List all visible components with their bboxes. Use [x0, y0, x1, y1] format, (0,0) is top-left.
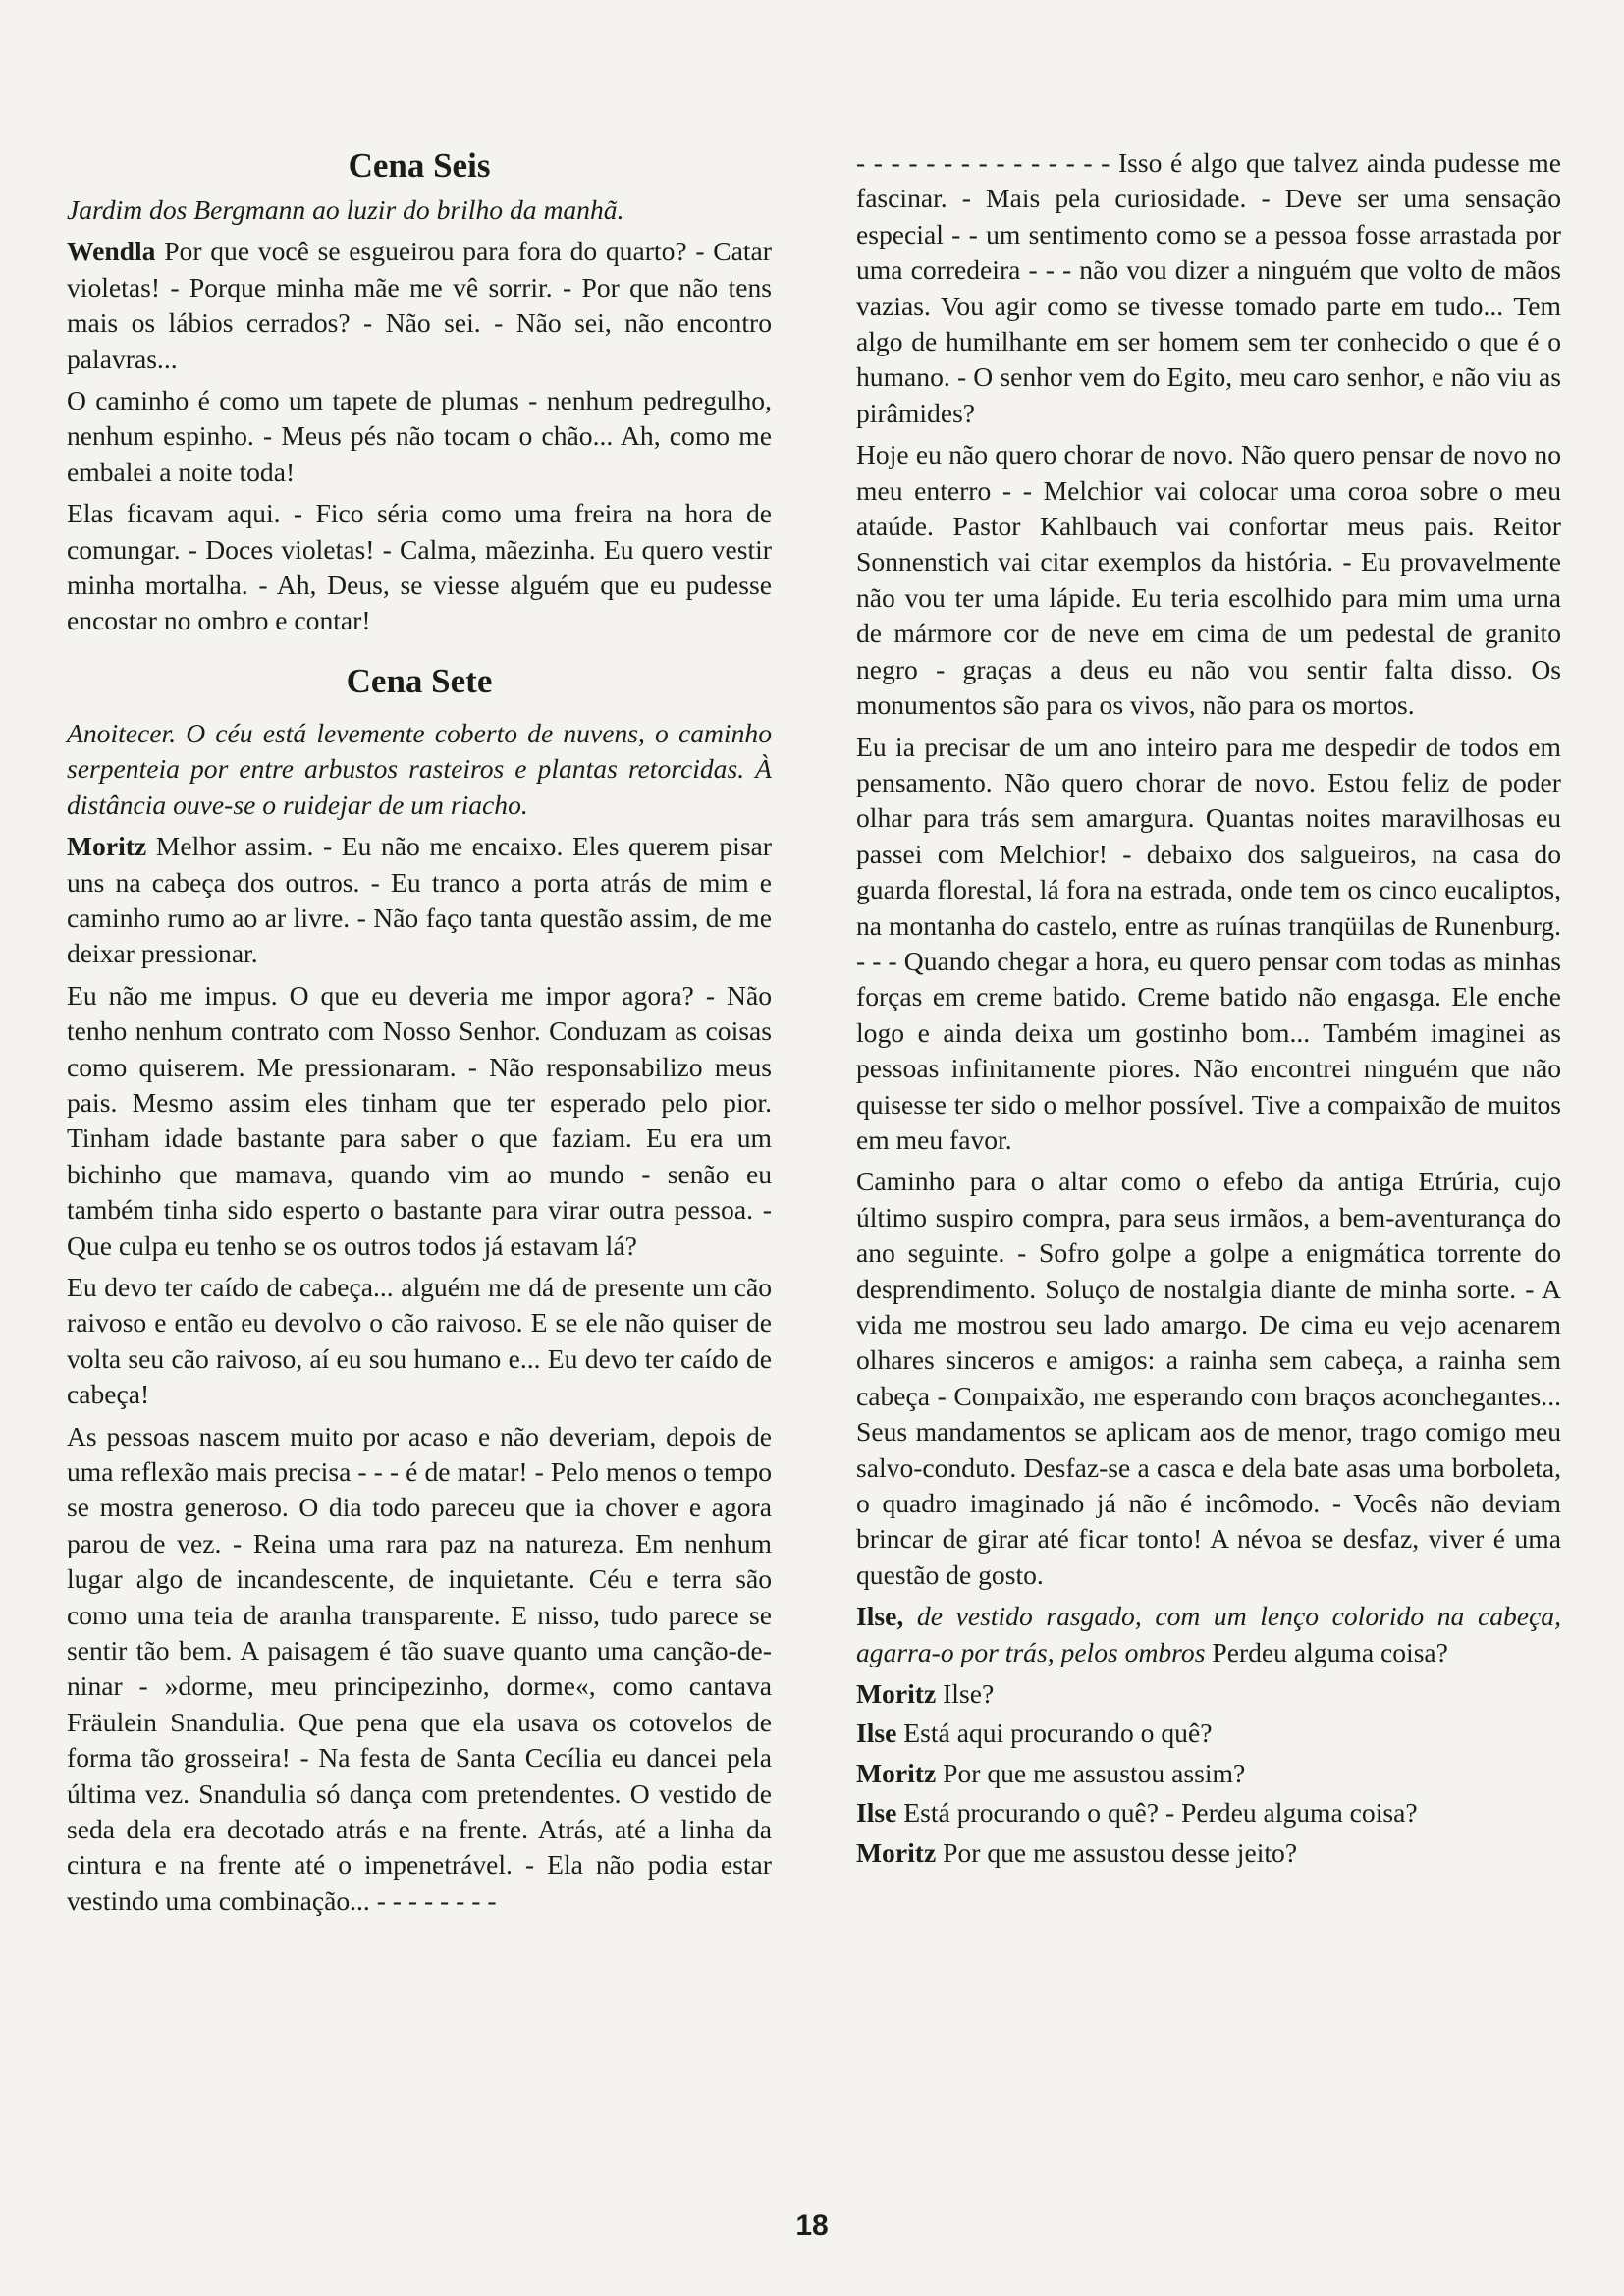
moritz-speech [67, 829, 772, 972]
speech-text: Por que você se esgueirou para fora do quarto? - Catar violetas! - Porque minha mãe me vê sorrir. - Por que não tens mais os lábios cerrados? - Não sei. - Não sei, não encontro palavras... [67, 236, 772, 374]
dialogue-line [856, 1795, 1561, 1831]
speaker-name: Moritz [856, 1678, 937, 1710]
speaker-name: Wendla [67, 236, 156, 267]
dialogue-line [856, 1676, 1561, 1712]
paragraph: Eu ia precisar de um ano inteiro para me despedir de todos em pensamento. Não quero chorar de novo. Estou feliz de poder olhar para trás sem amargura. Quantas noites maravilhosas eu passei com Melchior! - debaixo dos salgueiros, na casa do guarda florestal, lá fora na estrada, onde tem os cinco eucaliptos, na montanha do castelo, entre as ruínas tranqüilas de Runenburg. - - - Quando chegar a hora, eu quero pensar com todas as minhas forças em creme batido. Creme batido não engasga. Ele enche logo e ainda deixa um gostinho bom... Também imaginei as pessoas infinitamente piores. Não encontrei ninguém que não quisesse ter sido o melhor possível. Tive a compaixão de muitos em meu favor. [856, 731, 1561, 1155]
paragraph: Caminho para o altar como o efebo da antiga Etrúria, cujo último suspiro compra, para seus irmãos, a bem-aventurança do ano seguinte. - Sofro golpe a golpe a enigmática torrente do desprendimento. Soluço de nostalgia diante de minha sorte. - A vida me mostrou seu lado amargo. De cima eu vejo acenarem olhares sinceros e amigos: a rainha sem cabeça, a rainha sem cabeça - Compaixão, me esperando com braços aconchegantes... Seus mandamentos se aplicam aos de menor, trago comigo meu salvo-conduto. Desfaz-se a casca e dela bate asas uma borboleta, o quadro imaginado já não é incômodo. - Vocês não deviam brincar de girar até ficar tonto! A névoa se desfaz, viver é uma questão de gosto. [856, 1166, 1561, 1590]
right-column [856, 145, 1561, 1875]
dialogue-line [856, 1716, 1561, 1751]
paragraph: - - - - - - - - - - - - - - - Isso é algo que talvez ainda pudesse me fascinar. - Mais pela curiosidade. - Deve ser uma sensação especial - - um sentimento como se a pessoa fosse arrastada por uma corredeira - - - não vou dizer a ninguém que volto de mãos vazias. Vou agir como se tivesse tomado parte em tudo... Tem algo de humilhante em ser homem sem ter conhecido o que é o humano. - O senhor vem do Egito, meu caro senhor, e não viu as pirâmides? [856, 147, 1561, 428]
scene-six-heading: Cena Seis [348, 146, 491, 185]
paragraph: Hoje eu não quero chorar de novo. Não quero pensar de novo no meu enterro - - Melchior vai colocar uma coroa sobre o meu ataúde. Pastor Kahlbauch vai confortar meus pais. Reitor Sonnenstich vai citar exemplos da história. - Eu provavelmente não vou ter uma lápide. Eu teria escolhido para mim uma urna de mármore cor de neve em cima de um pedestal de granito negro - graças a deus eu não vou sentir falta disso. Os monumentos são para os vivos, não para os mortos. [856, 439, 1561, 721]
stage-direction: de vestido rasgado, com um lenço colorido na cabeça, agarra-o por trás, pelos ombros [856, 1601, 1561, 1667]
speaker-name: Ilse [856, 1797, 897, 1829]
paragraph: Elas ficavam aqui. - Fico séria como uma freira na hora de comungar. - Doces violetas! - Calma, mãezinha. Eu quero vestir minha mortalha. - Ah, Deus, se viesse alguém que eu pudesse encostar no ombro e contar! [67, 498, 772, 636]
paragraph: Eu não me impus. O que eu deveria me impor agora? - Não tenho nenhum contrato com Nosso Senhor. Conduzam as coisas como quiserem. Me pressionaram. - Não responsabilizo meus pais. Mesmo assim eles tinham que ter esperado pelo pior. Tinham idade bastante para saber o que faziam. Eu era um bichinho que mamava, quando vim ao mundo - senão eu também tinha sido esperto o bastante para virar outra pessoa. - Que culpa eu tenho se os outros todos já estavam lá? [67, 979, 772, 1261]
speech-text: Melhor assim. - Eu não me encaixo. Eles querem pisar uns na cabeça dos outros. - Eu tranco a porta atrás de mim e caminho rumo ao ar livre. - Não faço tanta questão assim, de me deixar pressionar. [67, 831, 772, 969]
speaker-name: Moritz [67, 831, 147, 862]
speech-text: Ilse? [943, 1678, 995, 1710]
scene-six-stage-direction: Jardim dos Bergmann ao luzir do brilho da manhã. [67, 194, 624, 225]
speaker-name: Moritz [856, 1836, 937, 1868]
paragraph: Eu devo ter caído de cabeça... alguém me dá de presente um cão raivoso e então eu devolvo o cão raivoso. E se ele não quiser de volta seu cão raivoso, aí eu sou humano e... Eu devo ter caído de cabeça! [67, 1271, 772, 1410]
dialogue-line [856, 1835, 1561, 1871]
wendla-speech [67, 234, 772, 377]
speech-text: Está procurando o quê? - Perdeu alguma coisa? [903, 1797, 1418, 1829]
scene-seven-stage-direction: Anoitecer. O céu está levemente coberto de nuvens, o caminho serpenteia por entre arbustos rasteiros e plantas retorcidas. À distância ouve-se o ruidejar de um riacho. [67, 717, 772, 820]
page-number: 18 [795, 2210, 829, 2242]
dialogue-line [856, 1756, 1561, 1791]
speech-text: Está aqui procurando o quê? [903, 1718, 1213, 1749]
ilse-entrance [856, 1599, 1561, 1670]
scene-seven-heading: Cena Sete [346, 661, 493, 700]
left-column [67, 145, 772, 1925]
speech-text: Perdeu alguma coisa? [1212, 1636, 1448, 1667]
speech-text: Por que me assustou desse jeito? [943, 1836, 1298, 1868]
paragraph: As pessoas nascem muito por acaso e não deveriam, depois de uma reflexão mais precisa - - - é de matar! - Pelo menos o tempo se mostra generoso. O dia todo pareceu que ia chover e agora parou de vez. - Reina uma rara paz na natureza. Em nenhum lugar algo de incandescente, de inquietante. Céu e terra são como uma teia de aranha transparente. E nisso, tudo parece se sentir tão bem. A paisagem é tão suave quanto uma canção-de-ninar - »dorme, meu principezinho, dorme«, como cantava Fräulein Snandulia. Que pena que ela usava os cotovelos de forma tão grosseira! - Na festa de Santa Cecília eu dancei pela última vez. Snandulia só dança com pretendentes. O vestido de seda dela era decotado atrás e na frente. Atrás, até a linha da cintura e na frente até o impenetrável. - Ela não podia estar vestindo uma combinação... - - - - - - - - [67, 1420, 772, 1916]
speech-text: Por que me assustou assim? [943, 1757, 1246, 1788]
paragraph: O caminho é como um tapete de plumas - nenhum pedregulho, nenhum espinho. - Meus pés não tocam o chão... Ah, como me embalei a noite toda! [67, 385, 772, 487]
speaker-name: Ilse [856, 1718, 897, 1749]
speaker-name: Moritz [856, 1757, 937, 1788]
speaker-name: Ilse, [856, 1601, 904, 1632]
